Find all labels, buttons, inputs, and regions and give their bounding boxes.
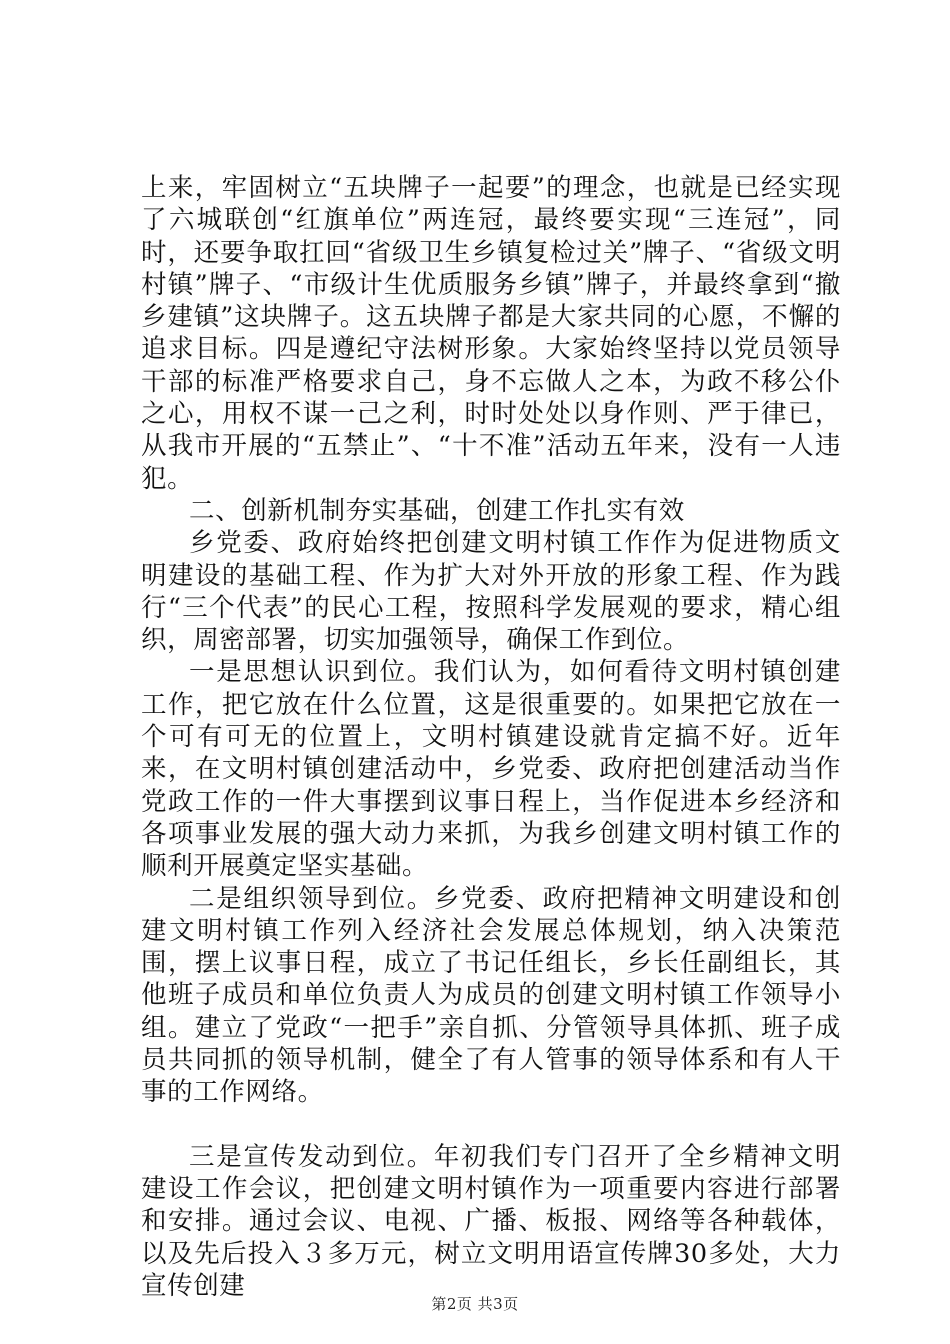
page-number-footer: 第2页 共3页 xyxy=(431,1295,519,1313)
paragraph-point-one: 一是思想认识到位。我们认为，如何看待文明村镇创建工作，把它放在什么位置，这是很重要的。如果把它放在一个可有可无的位置上，文明村镇建设就肯定搞不好。近年来，在文明村镇创建活动中，乡党委、政府把创建活动当作党政工作的一件大事摆到议事日程上，当作促进本乡经济和各项事业发展的强大动力来抓，为我乡创建文明村镇工作的顺利开展奠定坚实基础。 xyxy=(141,657,841,882)
paragraph-continuation: 上来，牢固树立“五块牌子一起要”的理念，也就是已经实现了六城联创“红旗单位”两连冠，最终要实现“三连冠”，同时，还要争取扛回“省级卫生乡镇复检过关”牌子、“省级文明村镇”牌子、“市级计生优质服务乡镇”牌子，并最终拿到“撤乡建镇”这块牌子。这五块牌子都是大家共同的心愿，不懈的追求目标。四是遵纪守法树形象。大家始终坚持以党员领导干部的标准严格要求自己，身不忘做人之本，为政不移公仆之心，用权不谋一己之利，时时处处以身作则、严于律已，从我市开展的“五禁止”、“十不准”活动五年来，没有一人违犯。 xyxy=(141,173,841,494)
document-body xyxy=(141,172,841,1302)
paragraph-point-three: 三是宣传发动到位。年初我们专门召开了全乡精神文明建设工作会议，把创建文明村镇作为一项重要内容进行部署和安排。通过会议、电视、广播、板报、网络等各种载体，以及先后投入３多万元，树立文明用语宣传牌30多处，大力宣传创建 xyxy=(141,1141,841,1301)
paragraph-point-two: 二是组织领导到位。乡党委、政府把精神文明建设和创建文明村镇工作列入经济社会发展总体规划，纳入决策范围，摆上议事日程，成立了书记任组长，乡长任副组长，其他班子成员和单位负责人为成员的创建文明村镇工作领导小组。建立了党政“一把手”亲自抓、分管领导具体抓、班子成员共同抓的领导机制，健全了有人管事的领导体系和有人干事的工作网络。 xyxy=(141,883,841,1108)
paragraph-intro: 乡党委、政府始终把创建文明村镇工作作为促进物质文明建设的基础工程、作为扩大对外开放的形象工程、作为践行“三个代表”的民心工程，按照科学发展观的要求，精心组织，周密部署，切实加强领导，确保工作到位。 xyxy=(141,528,841,656)
section-heading: 二、创新机制夯实基础，创建工作扎实有效 xyxy=(189,495,685,526)
